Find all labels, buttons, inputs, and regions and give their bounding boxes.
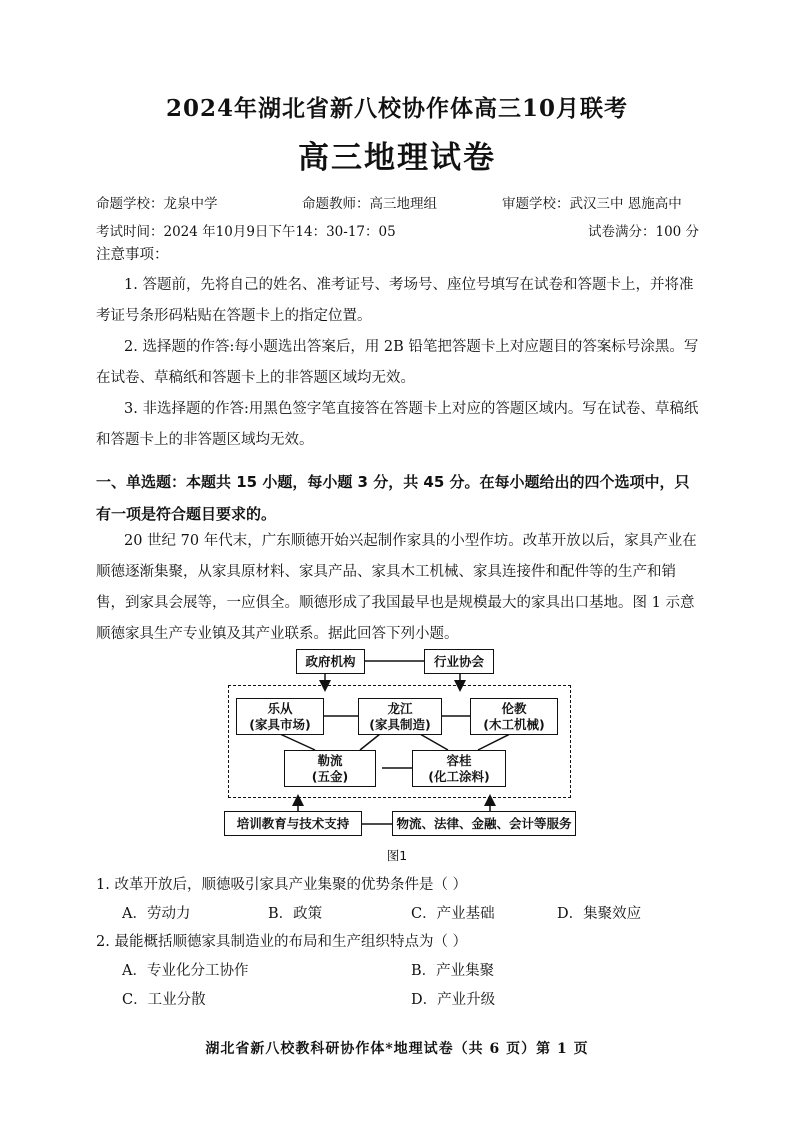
notice-item-1: 1. 答题前，先将自己的姓名、准考证号、考场号、座位号填写在试卷和答题卡上，并将准考证号条形码粘贴在答题卡上的指定位置。 (96, 277, 694, 324)
q2-option-a: A．专业化分工协作 (122, 963, 249, 979)
box-association-label: 行业协会 (433, 653, 484, 669)
box-leliu (284, 750, 376, 787)
passage: 20 世纪 70 年代末，广东顺德开始兴起制作家具的小型作坊。改革开放以后，家具产业在顺德逐渐集聚，从家具原材料、家具产品、家具木工机械、家具连接件和配件等的生产和销售，到家具会展等，一应俱全。顺德形成了我国最早也是规模最大的家具出口基地。图 1 示意顺德家具生产专业镇及其产业联系。据此回答下列小题。 (96, 533, 697, 642)
meta-score: 试卷满分：100 分 (588, 224, 700, 240)
notice-item-3: 3. 非选择题的作答:用黑色签字笔直接答在答题卡上对应的答题区域内。写在试卷、草稿纸和答题卡上的非答题区域均无效。 (96, 401, 699, 448)
box-ronggui (412, 750, 506, 787)
meta-school: 命题学校：龙泉中学 (96, 196, 218, 212)
box-services (392, 811, 576, 836)
box-longjiang (358, 698, 442, 735)
lunjiao-role: (木工机械) (483, 716, 545, 732)
question-1-stem: 1. 改革开放后，顺德吸引家具产业集聚的优势条件是（ ） (96, 877, 468, 893)
q1-option-a: A．劳动力 (122, 906, 191, 922)
industry-diagram (220, 648, 580, 840)
q2-option-d: D．产业升级 (411, 992, 496, 1008)
notice-item-2: 2. 选择题的作答:每小题选出答案后，用 2B 铅笔把答题卡上对应题目的答案标号涂黑。写在试卷、草稿纸和答题卡上的非答题区域均无效。 (96, 339, 699, 386)
q2-option-c: C．工业分散 (122, 992, 206, 1008)
lunjiao-name: 伦教 (501, 700, 527, 716)
q1-option-c: C．产业基础 (411, 906, 495, 922)
notice-title: 注意事项： (96, 247, 169, 263)
leliu-name: 勒流 (317, 752, 343, 768)
ronggui-role: (化工涂料) (428, 768, 490, 784)
box-association (424, 649, 494, 674)
q2-option-b: B．产业集聚 (411, 963, 495, 979)
subject-title: 高三地理试卷 (298, 140, 496, 176)
meta-review: 审题学校：武汉三中 恩施高中 (502, 196, 682, 212)
ronggui-name: 容桂 (446, 752, 472, 768)
section-heading: 一、单选题：本题共 15 小题，每小题 3 分，共 45 分。在每小题给出的四个选项中，只有一项是符合题目要求的。 (96, 473, 690, 523)
page-footer: 湖北省新八校教科研协作体*地理试卷（共 6 页）第 1 页 (205, 1041, 589, 1057)
question-2-stem: 2. 最能概括顺德家具制造业的布局和生产组织特点为（ ） (96, 934, 468, 950)
box-services-label: 物流、法律、金融、会计等服务 (396, 815, 572, 831)
meta-teacher: 命题教师：高三地理组 (302, 196, 437, 212)
leliu-role: (五金) (311, 768, 349, 784)
longjiang-name: 龙江 (387, 700, 413, 716)
box-lunjiao (470, 698, 558, 735)
box-training (224, 811, 362, 836)
lecong-role: (家具市场) (249, 716, 311, 732)
figure-caption: 图1 (386, 848, 408, 863)
exam-title: 2024年湖北省新八校协作体高三10月联考 (165, 95, 629, 122)
q1-option-d: D．集聚效应 (557, 906, 642, 922)
box-government-label: 政府机构 (305, 653, 356, 669)
box-lecong (236, 698, 324, 735)
meta-time: 考试时间：2024 年10月9日下午14：30-17：05 (96, 224, 396, 240)
box-training-label: 培训教育与技术支持 (236, 815, 350, 831)
longjiang-role: (家具制造) (369, 716, 431, 732)
box-government (296, 649, 365, 674)
lecong-name: 乐从 (267, 700, 293, 716)
q1-option-b: B．政策 (268, 906, 323, 922)
